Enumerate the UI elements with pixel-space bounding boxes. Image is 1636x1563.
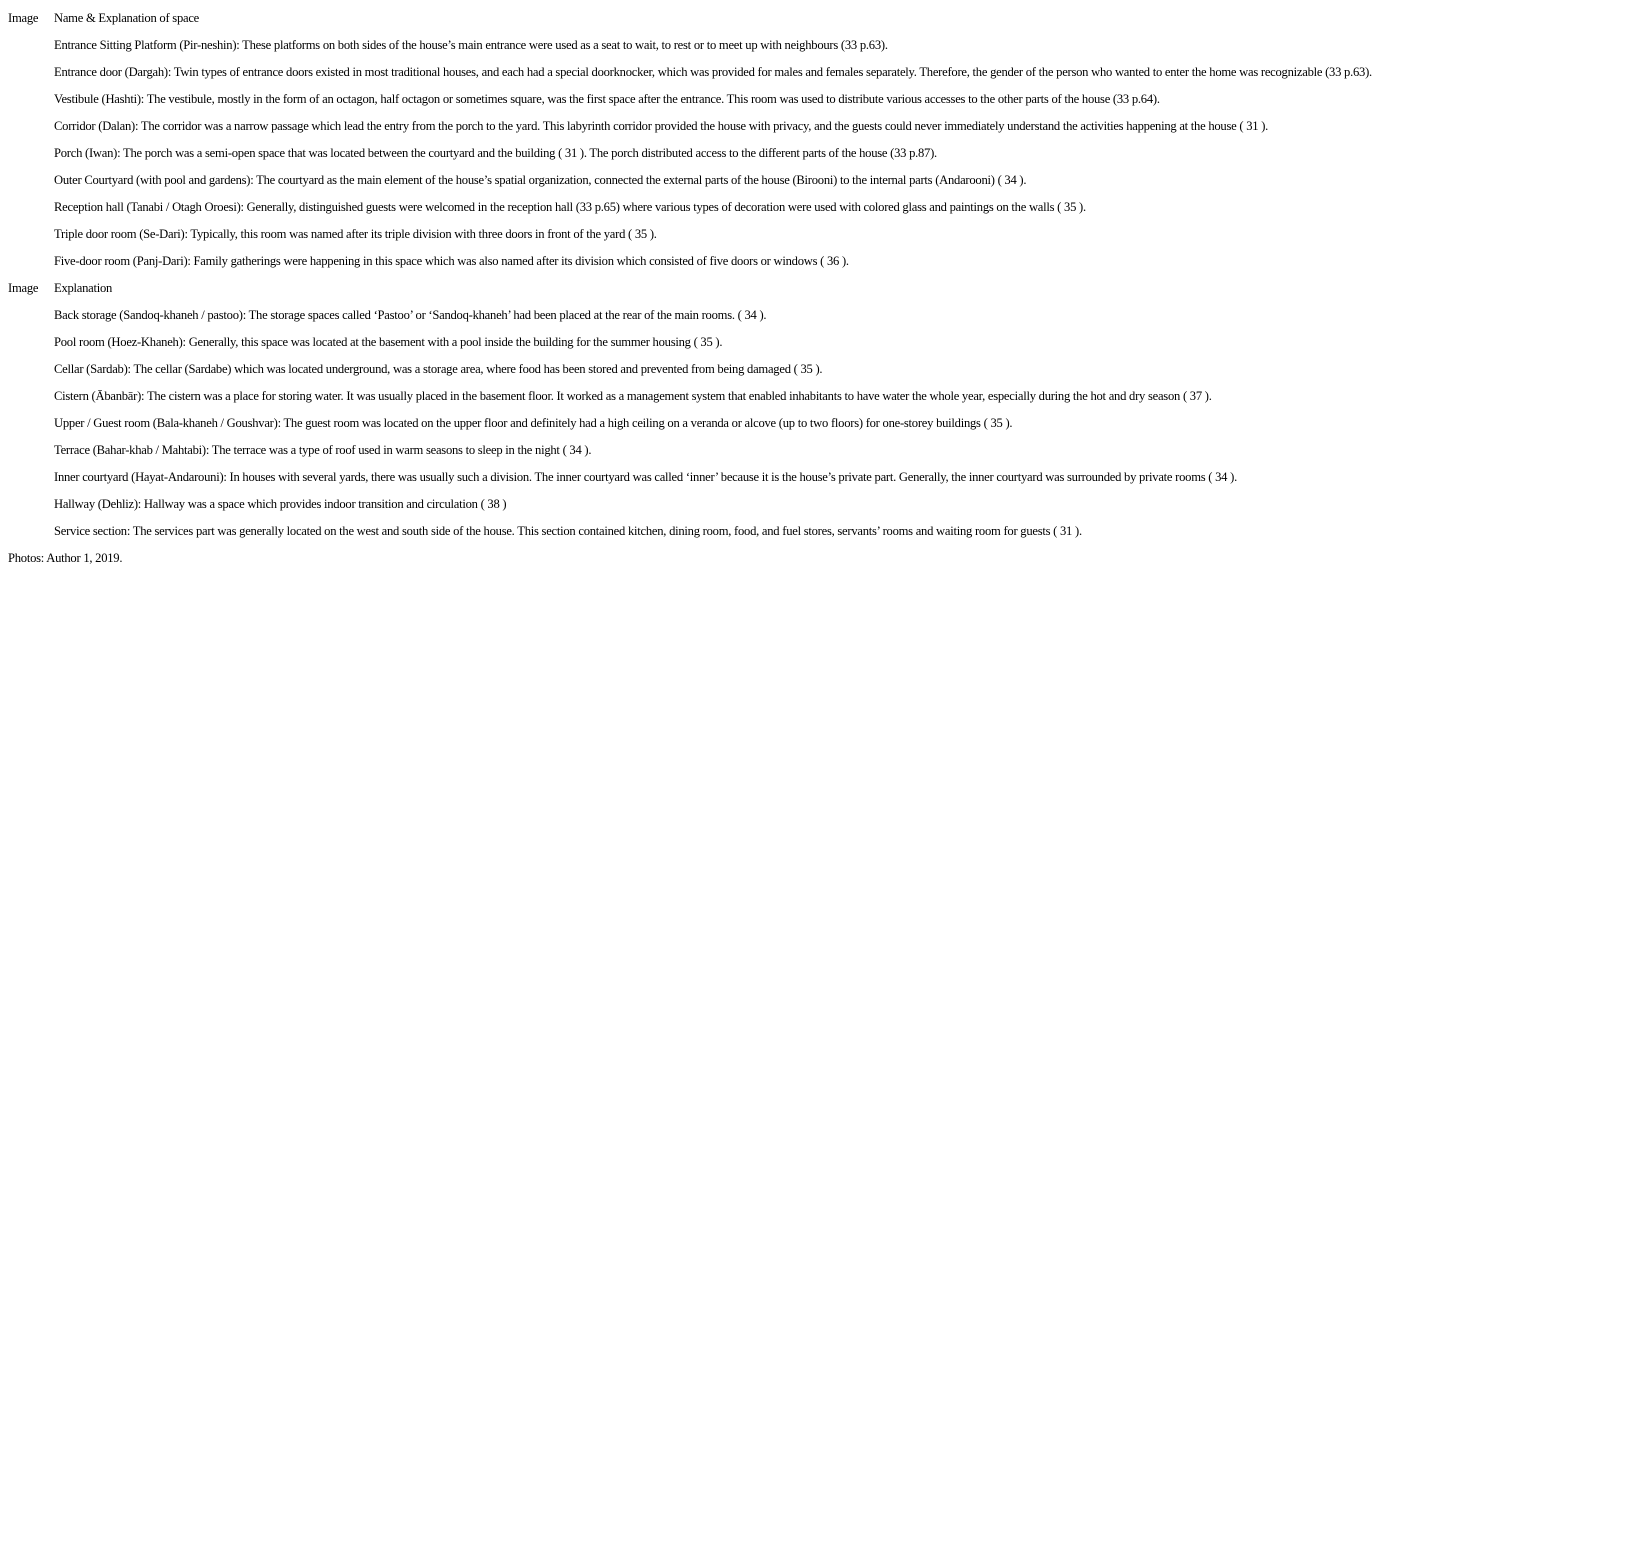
image-cell: [6, 118, 54, 145]
space-description: Service section: The services part was generally located on the west and south side of the house. This section contained kitchen, dining room, food, and fuel stores, servants’ rooms and waiting room for guests ( 31 ).: [54, 524, 1082, 538]
space-description: Five-door room (Panj-Dari): Family gatherings were happening in this space which was also named after its division which consisted of five doors or windows ( 36 ).: [54, 254, 849, 268]
table-row: [6, 64, 1372, 91]
space-description: Cellar (Sardab): The cellar (Sardabe) which was located underground, was a storage area, where food has been stored and prevented from being damaged ( 35 ).: [54, 362, 823, 376]
table-row: [6, 307, 1372, 334]
table-row: [6, 37, 1372, 64]
space-description: Back storage (Sandoq-khaneh / pastoo): The storage spaces called ‘Pastoo’ or ‘Sandoq-khaneh’ had been placed at the rear of the main rooms. ( 34 ).: [54, 308, 767, 322]
image-cell: [6, 388, 54, 415]
space-description: Upper / Guest room (Bala-khaneh / Goushvar): The guest room was located on the upper floor and definitely had a high ceiling on a veranda or alcove (up to two floors) for one-storey buildings ( 35 ).: [54, 416, 1013, 430]
space-description: Inner courtyard (Hayat-Andarouni): In houses with several yards, there was usually such a division. The inner courtyard was called ‘inner’ because it is the house’s private part. Generally, the inner courtyard was surrounded by private rooms ( 34 ).: [54, 470, 1237, 484]
image-cell: [6, 253, 54, 280]
space-description: Outer Courtyard (with pool and gardens): The courtyard as the main element of the house’s spatial organization, connected the external parts of the house (Birooni) to the internal parts (Andarooni) ( 34 ).: [54, 173, 1027, 187]
image-cell: [6, 172, 54, 199]
image-cell: [6, 145, 54, 172]
image-cell: [6, 91, 54, 118]
image-cell: [6, 226, 54, 253]
image-cell: [6, 361, 54, 388]
space-description: Reception hall (Tanabi / Otagh Oroesi): Generally, distinguished guests were welcomed in the reception hall (33 p.65) where various types of decoration were used with colored glass and paintings on the walls ( 35 ).: [54, 200, 1086, 214]
table-header-row: [6, 280, 1372, 307]
table-row: [6, 388, 1372, 415]
table-row: [6, 226, 1372, 253]
image-cell: [6, 523, 54, 550]
table-row: [6, 415, 1372, 442]
space-description: Pool room (Hoez-Khaneh): Generally, this space was located at the basement with a pool inside the building for the summer housing ( 35 ).: [54, 335, 723, 349]
space-description: Corridor (Dalan): The corridor was a narrow passage which lead the entry from the porch to the yard. This labyrinth corridor provided the house with privacy, and the guests could never immediately understand the activities happening at the house ( 31 ).: [54, 119, 1269, 133]
image-cell: [6, 37, 54, 64]
table-header-row: [6, 10, 1372, 37]
name-explanation-column-header: Name & Explanation of space: [54, 11, 200, 25]
table-row: [6, 361, 1372, 388]
table-row: [6, 118, 1372, 145]
image-cell: [6, 496, 54, 523]
image-cell: [6, 64, 54, 91]
image-cell: [6, 199, 54, 226]
space-description: Terrace (Bahar-khab / Mahtabi): The terrace was a type of roof used in warm seasons to sleep in the night ( 34 ).: [54, 443, 592, 457]
image-cell: [6, 415, 54, 442]
document-page: [0, 0, 1636, 567]
table-row: [6, 496, 1372, 523]
image-cell: [6, 307, 54, 334]
table-row: [6, 172, 1372, 199]
image-cell: [6, 469, 54, 496]
table-row: [6, 253, 1372, 280]
table-row: [6, 91, 1372, 118]
space-description: Porch (Iwan): The porch was a semi-open space that was located between the courtyard and the building ( 31 ). The porch distributed access to the different parts of the house (33 p.87).: [54, 146, 937, 160]
spaces-table: [6, 10, 1372, 550]
table-row: [6, 145, 1372, 172]
table-row: [6, 199, 1372, 226]
table-row: [6, 442, 1372, 469]
space-description: Cistern (Ābanbār): The cistern was a place for storing water. It was usually placed in the basement floor. It worked as a management system that enabled inhabitants to have water the whole year, especially during the hot and dry season ( 37 ).: [54, 389, 1212, 403]
table-row: [6, 523, 1372, 550]
table-row: [6, 469, 1372, 496]
image-column-header: Image: [8, 11, 39, 25]
photo-credit-caption: Photos: Author 1, 2019.: [8, 551, 123, 565]
space-description: Triple door room (Se-Dari): Typically, this room was named after its triple division with three doors in front of the yard ( 35 ).: [54, 227, 657, 241]
space-description: Hallway (Dehliz): Hallway was a space which provides indoor transition and circulation ( 38 ): [54, 497, 507, 511]
table-row: [6, 334, 1372, 361]
space-description: Vestibule (Hashti): The vestibule, mostly in the form of an octagon, half octagon or sometimes square, was the first space after the entrance. This room was used to distribute various accesses to the other parts of the house (33 p.64).: [54, 92, 1160, 106]
image-cell: [6, 442, 54, 469]
space-description: Entrance door (Dargah): Twin types of entrance doors existed in most traditional houses, and each had a special doorknocker, which was provided for males and females separately. Therefore, the gender of the person who wanted to enter the home was recognizable (33 p.63).: [54, 65, 1372, 79]
image-column-header: Image: [8, 281, 39, 295]
space-description: Entrance Sitting Platform (Pir-neshin): These platforms on both sides of the house’s main entrance were used as a seat to wait, to rest or to meet up with neighbours (33 p.63).: [54, 38, 888, 52]
explanation-column-header: Explanation: [54, 281, 113, 295]
image-cell: [6, 334, 54, 361]
